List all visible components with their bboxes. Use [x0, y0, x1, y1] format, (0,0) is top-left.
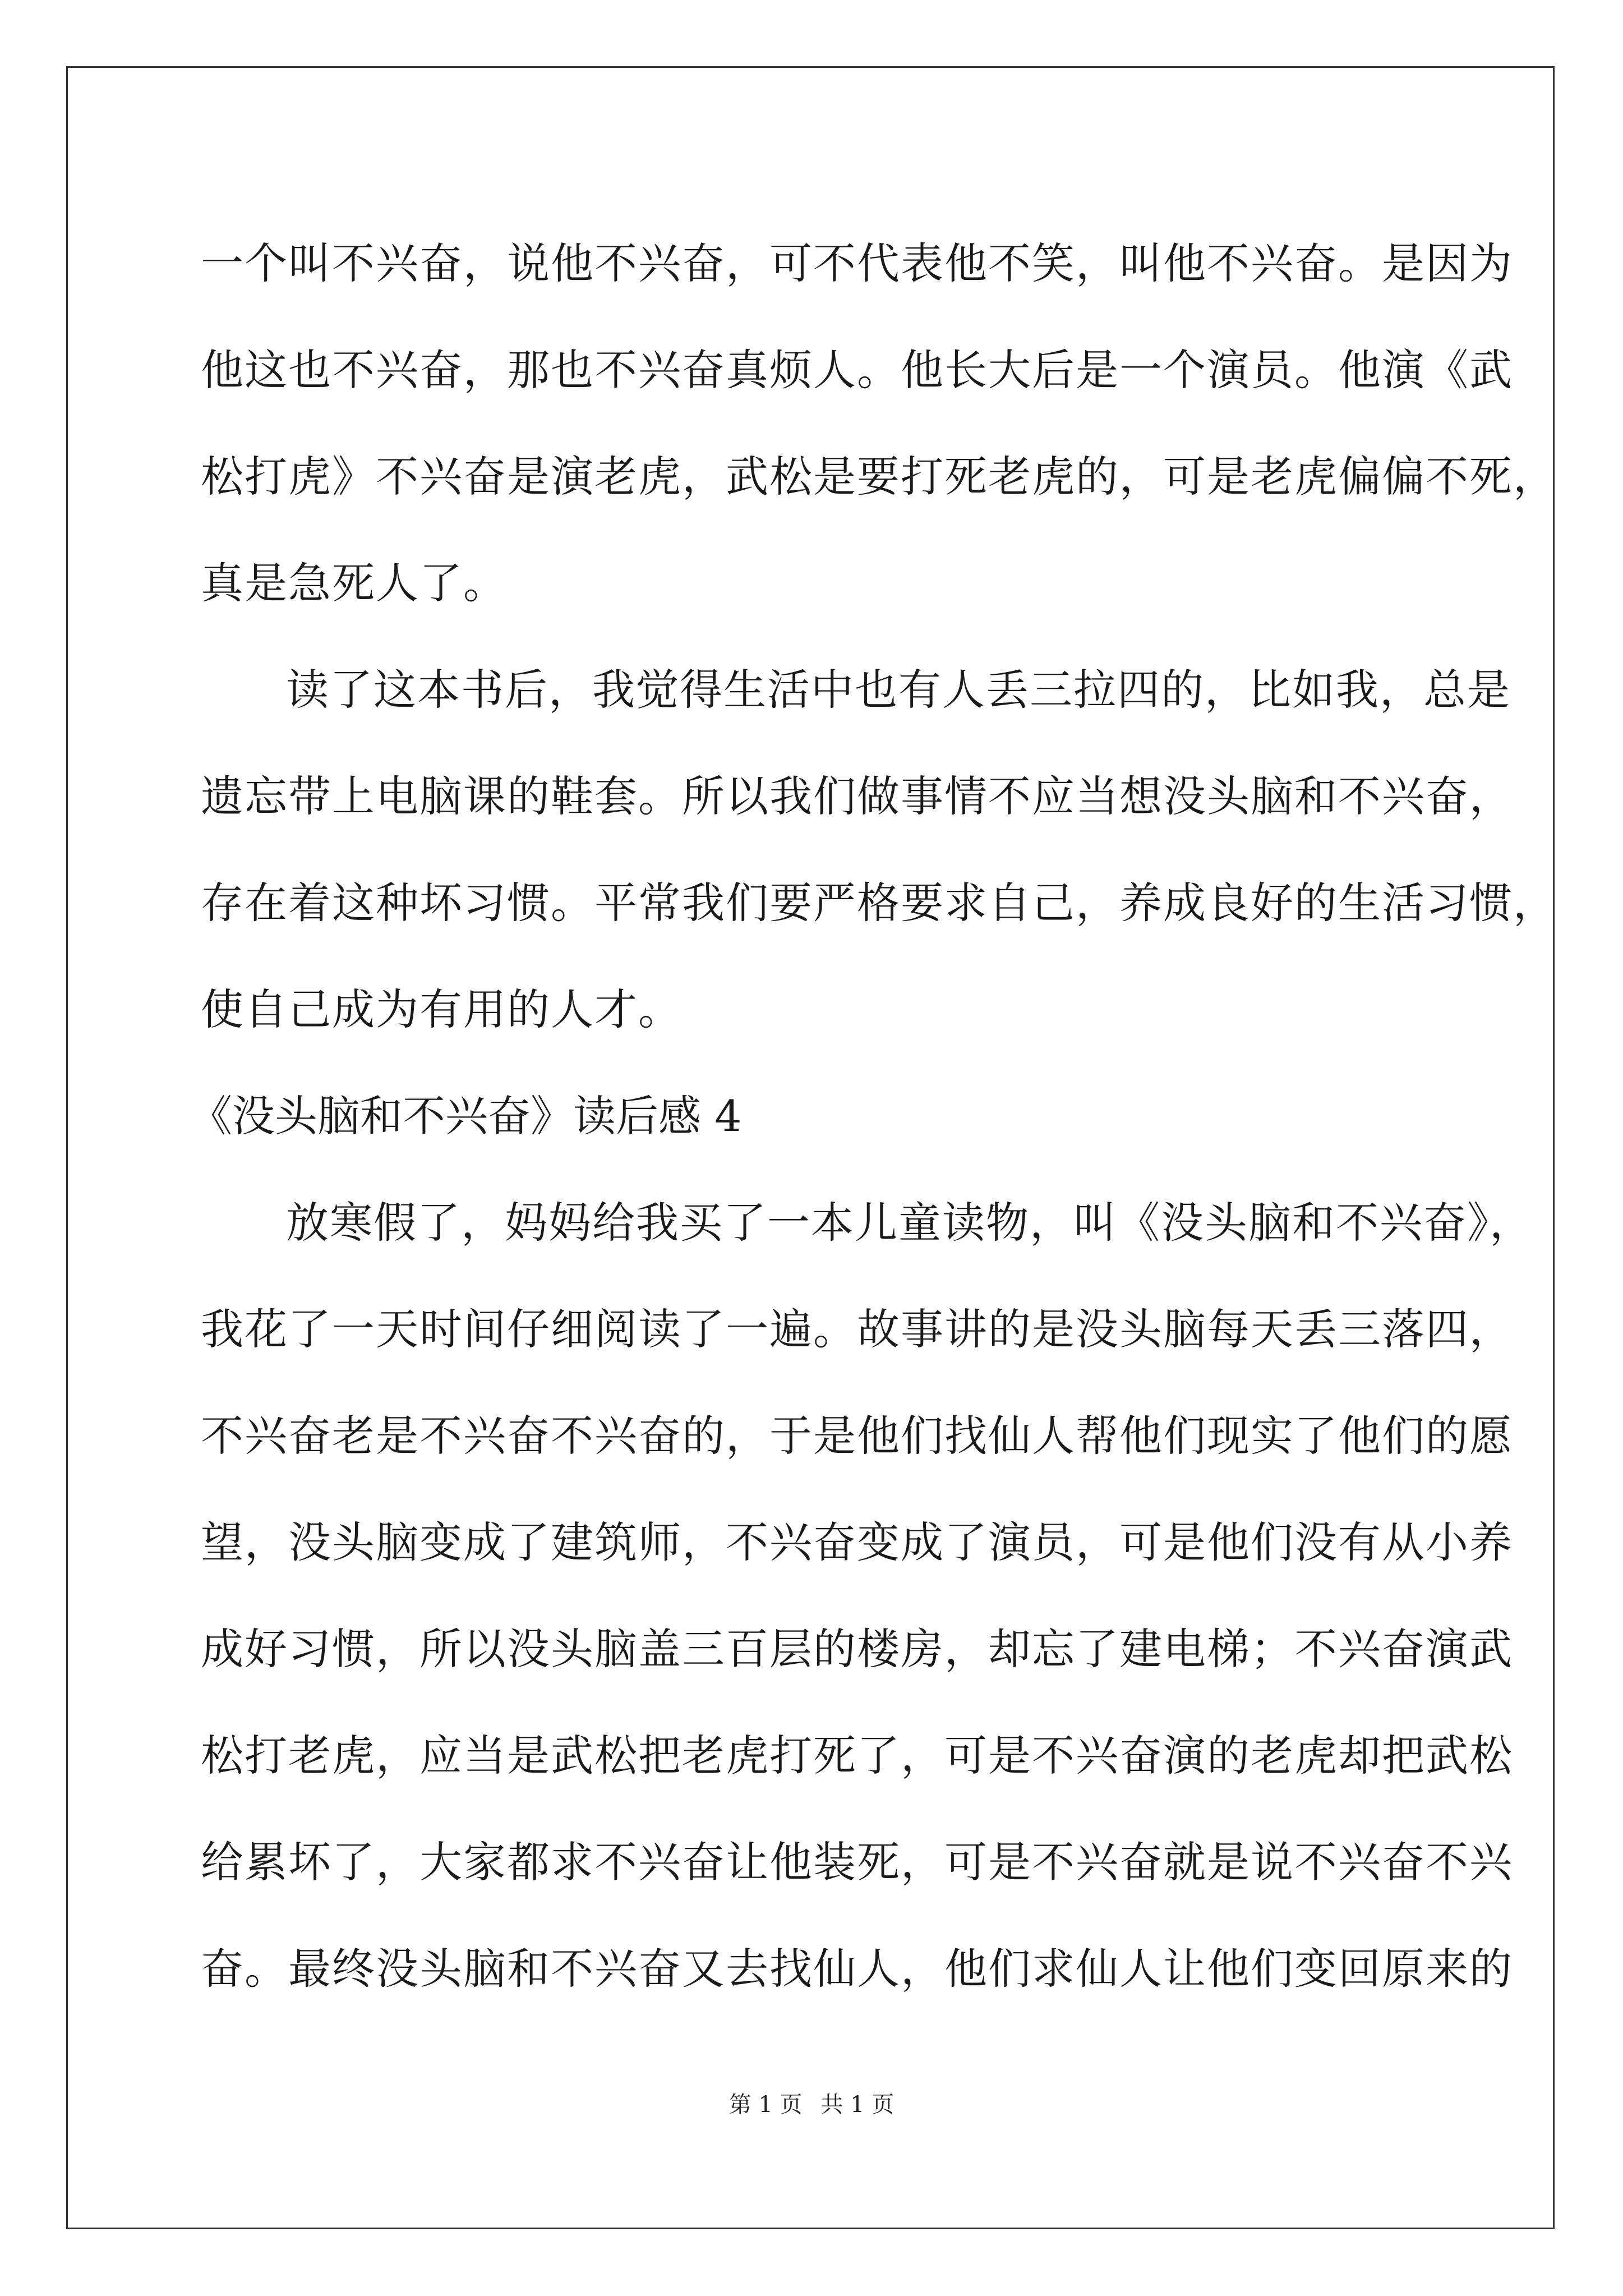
page-total: 共 1 页: [820, 2092, 895, 2118]
text-line: 不兴奋老是不兴奋不兴奋的，于是他们找仙人帮他们现实了他们的愿: [201, 1411, 1513, 1461]
text-line: 一个叫不兴奋，说他不兴奋，可不代表他不笑，叫他不兴奋。是因为: [201, 238, 1513, 288]
text-line: 松打老虎，应当是武松把老虎打死了，可是不兴奋演的老虎却把武松: [201, 1731, 1513, 1780]
text-line: 放寒假了，妈妈给我买了一本儿童读物，叫《没头脑和不兴奋》，: [286, 1198, 1533, 1248]
paragraph-1: [201, 210, 1557, 637]
text-line: 望，没头脑变成了建筑师，不兴奋变成了演员，可是他们没有从小养: [201, 1517, 1513, 1567]
text-line: 成好习惯，所以没头脑盖三百层的楼房，却忘了建电梯；不兴奋演武: [201, 1624, 1513, 1674]
page-number: 第 1 页: [728, 2092, 803, 2118]
text-line: 奋。最终没头脑和不兴奋又去找仙人，他们求仙人让他们变回原来的: [201, 1944, 1513, 1994]
page-footer: [0, 2087, 1623, 2119]
section-heading: 《没头脑和不兴奋》读后感 4: [190, 1091, 742, 1141]
paragraph-2: [201, 637, 1557, 1063]
text-line: 遗忘带上电脑课的鞋套。所以我们做事情不应当想没头脑和不兴奋，: [201, 771, 1513, 821]
text-line: 真是急死人了。: [201, 558, 507, 608]
document-body: [190, 210, 1557, 2022]
text-line: 松打虎》不兴奋是演老虎，武松是要打死老虎的，可是老虎偏偏不死，: [201, 452, 1557, 501]
text-line: 我花了一天时间仔细阅读了一遍。故事讲的是没头脑每天丢三落四，: [201, 1304, 1513, 1354]
text-line: 读了这本书后，我觉得生活中也有人丢三拉四的，比如我，总是: [286, 665, 1511, 715]
text-line: 使自己成为有用的人才。: [201, 984, 682, 1034]
text-line: 他这也不兴奋，那也不兴奋真烦人。他长大后是一个演员。他演《武: [201, 345, 1513, 395]
text-line: 存在着这种坏习惯。平常我们要严格要求自己，养成良好的生活习惯，: [201, 878, 1557, 928]
paragraph-3: [201, 1170, 1533, 2022]
text-line: 给累坏了，大家都求不兴奋让他装死，可是不兴奋就是说不兴奋不兴: [201, 1837, 1513, 1887]
